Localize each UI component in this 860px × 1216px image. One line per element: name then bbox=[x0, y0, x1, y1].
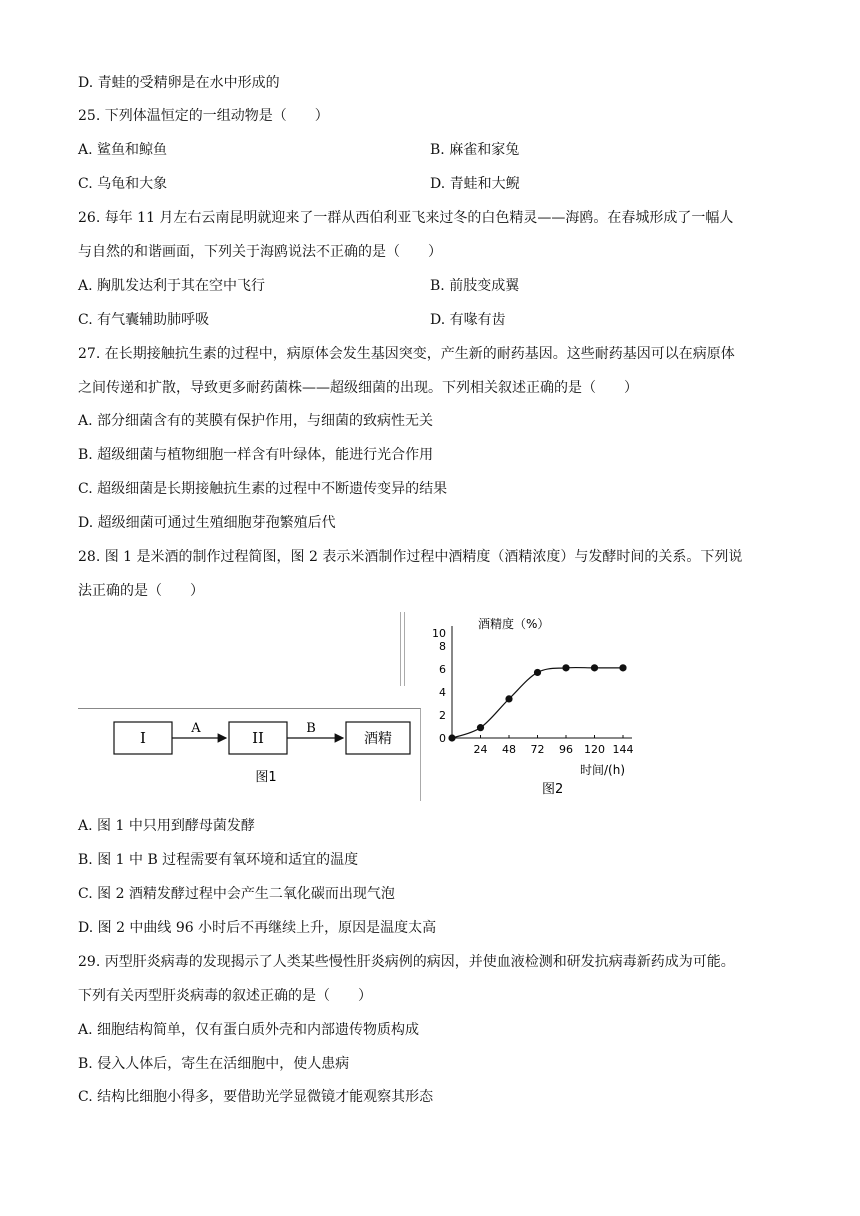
q28-stem-line2: 法正确的是（ ） bbox=[78, 583, 204, 599]
figure-1 bbox=[78, 708, 421, 801]
y-tick-label: 10 bbox=[432, 627, 446, 640]
x-tick-label: 72 bbox=[530, 743, 545, 756]
q28-option-c: C. 图 2 酒精发酵过程中会产生二氧化碳而出现气泡 bbox=[78, 886, 395, 902]
q24-option-d: D. 青蛙的受精卵是在水中形成的 bbox=[78, 75, 280, 91]
q26-option-d: D. 有喙有齿 bbox=[430, 312, 506, 328]
x-tick-label: 48 bbox=[502, 743, 516, 756]
q26-option-c: C. 有气囊辅助肺呼吸 bbox=[78, 312, 210, 328]
q28-option-b: B. 图 1 中 B 过程需要有氧环境和适宜的温度 bbox=[78, 852, 359, 868]
data-point bbox=[505, 695, 512, 702]
data-point bbox=[534, 669, 541, 676]
figure-divider bbox=[400, 612, 405, 686]
q29-option-b: B. 侵入人体后，寄生在活细胞中，使人患病 bbox=[78, 1056, 350, 1072]
q27-option-b: B. 超级细菌与植物细胞一样含有叶绿体，能进行光合作用 bbox=[78, 447, 434, 463]
q25-option-b: B. 麻雀和家兔 bbox=[430, 142, 520, 158]
data-point bbox=[619, 664, 626, 671]
y-tick-label: 6 bbox=[439, 663, 446, 676]
stage-2-label: II bbox=[252, 729, 264, 747]
q25-option-c: C. 乌龟和大象 bbox=[78, 176, 168, 192]
q27-stem-line1: 27. 在长期接触抗生素的过程中，病原体会发生基因突变，产生新的耐药基因。这些耐药基因可以在病原体 bbox=[78, 346, 735, 362]
x-tick-label: 96 bbox=[559, 743, 573, 756]
q26-stem-line1: 26. 每年 11 月左右云南昆明就迎来了一群从西伯利亚飞来过冬的白色精灵——海鸥。在春城形成了一幅人 bbox=[78, 210, 734, 226]
q28-option-d: D. 图 2 中曲线 96 小时后不再继续上升，原因是温度太高 bbox=[78, 920, 437, 936]
q27-option-d: D. 超级细菌可通过生殖细胞芽孢繁殖后代 bbox=[78, 515, 336, 531]
q25-stem: 25. 下列体温恒定的一组动物是（ ） bbox=[78, 108, 329, 124]
q28-option-a: A. 图 1 中只用到酵母菌发酵 bbox=[78, 818, 255, 834]
q29-stem-line2: 下列有关丙型肝炎病毒的叙述正确的是（ ） bbox=[78, 988, 372, 1004]
figure-2-caption: 图2 bbox=[542, 782, 564, 797]
data-point bbox=[448, 734, 455, 741]
stage-1-label: I bbox=[140, 729, 146, 747]
data-point bbox=[477, 724, 484, 731]
figure-1-caption: 图1 bbox=[255, 770, 277, 785]
q27-option-c: C. 超级细菌是长期接触抗生素的过程中不断遗传变异的结果 bbox=[78, 481, 448, 497]
chart-title: 酒精度（%） bbox=[478, 617, 550, 631]
y-tick-label: 4 bbox=[439, 686, 446, 699]
y-tick-label: 8 bbox=[439, 640, 446, 653]
q27-stem-line2: 之间传递和扩散，导致更多耐药菌株——超级细菌的出现。下列相关叙述正确的是（ ） bbox=[78, 380, 638, 396]
data-point bbox=[562, 664, 569, 671]
q28-stem-line1: 28. 图 1 是米酒的制作过程简图，图 2 表示米酒制作过程中酒精度（酒精浓度）与发酵时间的关系。下列说 bbox=[78, 549, 743, 565]
arrow-b-label: B bbox=[306, 721, 316, 736]
q29-option-c: C. 结构比细胞小得多，要借助光学显微镜才能观察其形态 bbox=[78, 1089, 434, 1105]
q29-option-a: A. 细胞结构简单，仅有蛋白质外壳和内部遗传物质构成 bbox=[78, 1022, 420, 1038]
q27-option-a: A. 部分细菌含有的荚膜有保护作用，与细菌的致病性无关 bbox=[78, 413, 434, 429]
q29-stem-line1: 29. 丙型肝炎病毒的发现揭示了人类某些慢性肝炎病例的病因，并使血液检测和研发抗病毒新药成为可能。 bbox=[78, 954, 735, 970]
q26-option-a: A. 胸肌发达利于其在空中飞行 bbox=[78, 278, 266, 294]
x-tick-label: 120 bbox=[584, 743, 605, 756]
figure-2-chart bbox=[420, 608, 650, 798]
data-point bbox=[591, 664, 598, 671]
arrow-a-label: A bbox=[191, 721, 201, 736]
figure-1-diagram bbox=[78, 709, 420, 801]
chart-x-axis-label: 时间/(h) bbox=[580, 763, 626, 777]
q25-option-d: D. 青蛙和大鲵 bbox=[430, 176, 520, 192]
x-tick-label: 144 bbox=[612, 743, 634, 756]
q26-stem-line2: 与自然的和谐画面，下列关于海鸥说法不正确的是（ ） bbox=[78, 244, 442, 260]
y-tick-label: 0 bbox=[439, 732, 446, 745]
alcohol-label: 酒精 bbox=[364, 731, 392, 747]
y-tick-label: 2 bbox=[439, 709, 446, 722]
q25-option-a: A. 鲨鱼和鲸鱼 bbox=[78, 142, 168, 158]
q26-option-b: B. 前肢变成翼 bbox=[430, 278, 520, 294]
x-tick-label: 24 bbox=[473, 743, 488, 756]
